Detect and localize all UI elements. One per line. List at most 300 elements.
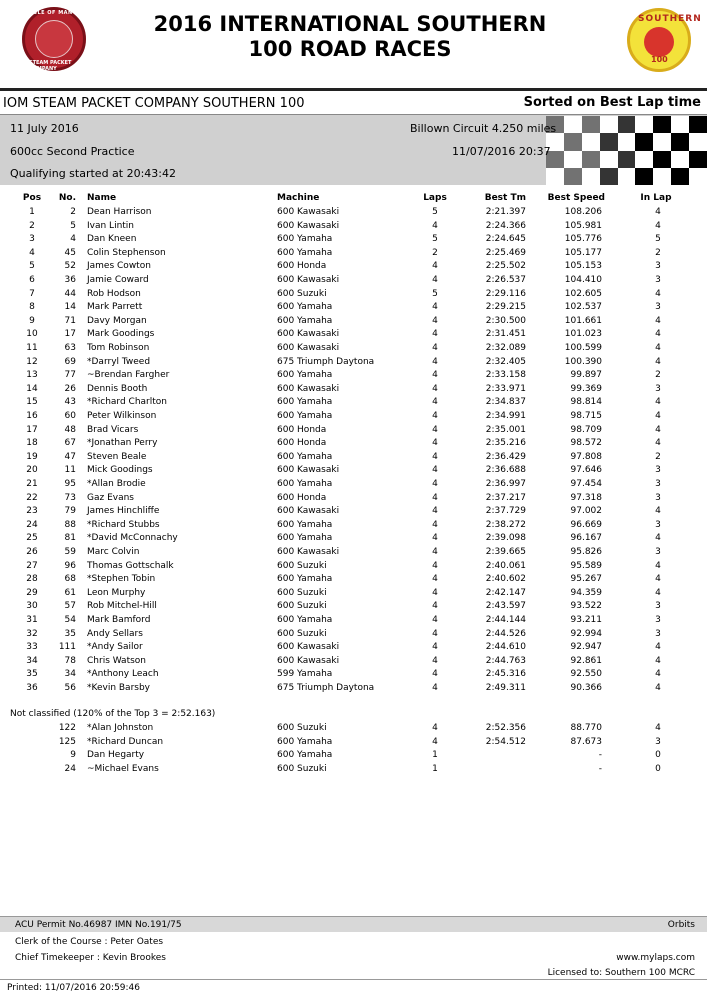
- cell-machine: 600 Yamaha: [277, 479, 333, 489]
- cell-in-lap: 2: [655, 451, 661, 462]
- cell-laps: 4: [432, 275, 438, 285]
- checker-square: [689, 151, 707, 168]
- cell-machine: 600 Kawasaki: [277, 343, 340, 353]
- col-laps: Laps: [423, 193, 447, 203]
- cell-laps: 4: [432, 261, 438, 272]
- cell-machine: 600 Honda: [277, 438, 327, 449]
- cell-pos: 28: [26, 574, 38, 585]
- cell-in-lap: 4: [655, 438, 661, 449]
- checker-square: [618, 116, 636, 133]
- cell-name: Mark Parrett: [87, 302, 143, 313]
- cell-laps: 4: [432, 669, 438, 680]
- cell-pos: 4: [29, 247, 35, 258]
- cell-no: 54: [64, 615, 76, 625]
- cell-name: Dan Hegarty: [87, 750, 145, 761]
- cell-best-tm: 2:39.098: [485, 533, 526, 544]
- clerk-of-course: Clerk of the Course : Peter Oates: [15, 937, 164, 947]
- cell-in-lap: 2: [655, 370, 661, 381]
- cell-machine: 600 Kawasaki: [277, 220, 340, 231]
- cell-machine: 600 Yamaha: [277, 533, 333, 544]
- table-row: [0, 451, 707, 465]
- cell-in-lap: 3: [655, 465, 661, 476]
- table-row: [0, 641, 707, 655]
- cell-best-tm: 2:39.665: [485, 547, 526, 557]
- cell-best-tm: 2:24.366: [485, 220, 526, 231]
- cell-laps: 4: [432, 411, 438, 421]
- cell-pos: 22: [26, 492, 38, 503]
- cell-laps: 4: [432, 465, 438, 476]
- cell-best-speed: 100.599: [564, 343, 602, 353]
- cell-name: ~Brendan Fargher: [87, 370, 170, 381]
- cell-name: Thomas Gottschalk: [87, 560, 174, 571]
- cell-in-lap: 4: [655, 560, 661, 571]
- cell-in-lap: 4: [655, 574, 661, 585]
- cell-pos: 35: [26, 669, 38, 680]
- cell-machine: 600 Kawasaki: [277, 275, 340, 285]
- cell-no: 71: [64, 315, 76, 326]
- cell-machine: 675 Triumph Daytona: [277, 683, 375, 693]
- cell-laps: 4: [432, 723, 438, 733]
- cell-name: Dennis Booth: [87, 383, 148, 394]
- cell-laps: 4: [432, 642, 438, 653]
- cell-best-speed: 99.897: [570, 370, 602, 381]
- cell-no: 60: [64, 411, 76, 421]
- cell-name: Peter Wilkinson: [87, 411, 157, 421]
- cell-machine: 600 Kawasaki: [277, 465, 340, 476]
- cell-name: ~Michael Evans: [87, 763, 159, 774]
- cell-pos: 36: [26, 683, 38, 693]
- cell-machine: 600 Yamaha: [277, 519, 333, 530]
- cell-best-speed: 88.770: [570, 723, 602, 733]
- cell-in-lap: 3: [655, 628, 661, 639]
- cell-no: 24: [64, 763, 76, 774]
- cell-best-speed: 100.390: [564, 356, 602, 367]
- cell-laps: 4: [432, 683, 438, 693]
- cell-in-lap: 4: [655, 207, 661, 217]
- cell-name: James Cowton: [87, 261, 151, 272]
- cell-no: 4: [70, 234, 76, 245]
- table-row: [0, 519, 707, 533]
- cell-laps: 4: [432, 615, 438, 625]
- event-name: IOM STEAM PACKET COMPANY SOUTHERN 100: [3, 96, 305, 111]
- table-row: [0, 424, 707, 438]
- cell-best-tm: 2:30.500: [485, 315, 526, 326]
- cell-best-speed: 104.410: [564, 275, 602, 285]
- cell-laps: 4: [432, 506, 438, 517]
- cell-no: 43: [64, 397, 76, 408]
- cell-name: Andy Sellars: [87, 628, 143, 639]
- cell-in-lap: 4: [655, 356, 661, 367]
- table-row: [0, 247, 707, 261]
- cell-no: 96: [64, 560, 76, 571]
- cell-name: *Jonathan Perry: [87, 438, 158, 449]
- cell-best-speed: 101.661: [564, 315, 602, 326]
- southern-100-logo: [627, 8, 702, 72]
- cell-name: *Stephen Tobin: [87, 574, 156, 585]
- cell-best-tm: 2:44.610: [485, 642, 526, 653]
- cell-in-lap: 4: [655, 669, 661, 680]
- cell-pos: 21: [26, 479, 38, 489]
- cell-in-lap: 3: [655, 547, 661, 557]
- cell-best-speed: 98.715: [570, 411, 602, 421]
- checker-square: [600, 116, 618, 133]
- cell-machine: 600 Yamaha: [277, 234, 333, 245]
- cell-no: 14: [64, 302, 76, 313]
- cell-machine: 600 Yamaha: [277, 411, 333, 421]
- cell-best-speed: 96.167: [570, 533, 602, 544]
- cell-machine: 600 Kawasaki: [277, 207, 340, 217]
- cell-best-speed: 97.002: [570, 506, 602, 517]
- cell-best-speed: 92.550: [570, 669, 602, 680]
- checker-square: [635, 116, 653, 133]
- cell-name: Mark Bamford: [87, 615, 151, 625]
- table-row: [0, 492, 707, 506]
- cell-no: 111: [58, 642, 76, 653]
- cell-in-lap: 0: [655, 763, 661, 774]
- table-row: [0, 206, 707, 220]
- cell-best-speed: 92.994: [570, 628, 602, 639]
- cell-best-tm: 2:25.502: [485, 261, 526, 272]
- not-classified-label: Not classified (120% of the Top 3 = 2:52.163): [10, 709, 216, 719]
- cell-best-speed: 93.522: [570, 601, 602, 612]
- cell-best-speed: -: [598, 750, 602, 761]
- cell-name: Mark Goodings: [87, 329, 155, 340]
- cell-in-lap: 3: [655, 601, 661, 612]
- table-row: [0, 437, 707, 451]
- cell-best-speed: 97.318: [570, 492, 602, 503]
- checker-square: [564, 151, 582, 168]
- cell-best-tm: 2:35.216: [485, 438, 526, 449]
- cell-machine: 600 Suzuki: [277, 763, 327, 774]
- cell-machine: 600 Suzuki: [277, 723, 327, 733]
- sort-label: Sorted on Best Lap time: [523, 95, 701, 110]
- cell-best-speed: 105.981: [564, 220, 602, 231]
- cell-best-tm: 2:40.602: [485, 574, 526, 585]
- cell-pos: 30: [26, 601, 38, 612]
- cell-best-tm: 2:44.763: [485, 655, 526, 666]
- checker-square: [618, 168, 636, 185]
- cell-machine: 600 Yamaha: [277, 397, 333, 408]
- checker-square: [689, 168, 707, 185]
- cell-machine: 600 Yamaha: [277, 302, 333, 313]
- cell-machine: 675 Triumph Daytona: [277, 356, 375, 367]
- title-line-1: 2016 INTERNATIONAL SOUTHERN: [153, 12, 547, 36]
- cell-machine: 599 Yamaha: [277, 669, 333, 680]
- table-row: [0, 315, 707, 329]
- cell-best-tm: 2:36.688: [485, 465, 526, 476]
- cell-in-lap: 4: [655, 533, 661, 544]
- cell-pos: 27: [26, 560, 38, 571]
- cell-best-tm: 2:42.147: [485, 587, 526, 598]
- cell-best-tm: 2:36.429: [485, 451, 526, 462]
- cell-in-lap: 3: [655, 479, 661, 489]
- cell-best-tm: 2:24.645: [485, 234, 526, 245]
- cell-laps: 4: [432, 220, 438, 231]
- cell-no: 47: [64, 451, 76, 462]
- table-row: [0, 301, 707, 315]
- cell-pos: 15: [26, 397, 38, 408]
- checker-square: [618, 151, 636, 168]
- cell-pos: 32: [26, 628, 38, 639]
- cell-name: *David McConnachy: [87, 533, 178, 544]
- cell-pos: 8: [29, 302, 35, 313]
- checker-square: [582, 116, 600, 133]
- table-row: [0, 736, 707, 750]
- checker-square: [582, 133, 600, 150]
- cell-machine: 600 Honda: [277, 261, 327, 272]
- cell-no: 125: [58, 736, 76, 747]
- cell-in-lap: 4: [655, 288, 661, 299]
- table-row: [0, 600, 707, 614]
- cell-best-speed: 97.454: [570, 479, 602, 489]
- cell-no: 9: [70, 750, 76, 761]
- checker-square: [653, 116, 671, 133]
- cell-laps: 4: [432, 533, 438, 544]
- cell-pos: 6: [29, 275, 35, 285]
- cell-in-lap: 4: [655, 411, 661, 421]
- cell-best-speed: 97.808: [570, 451, 602, 462]
- col-in-lap: In Lap: [640, 193, 672, 203]
- checker-square: [635, 168, 653, 185]
- cell-best-tm: 2:45.316: [485, 669, 526, 680]
- cell-best-speed: 105.153: [564, 261, 602, 272]
- cell-laps: 4: [432, 736, 438, 747]
- cell-best-speed: 95.267: [570, 574, 602, 585]
- checker-square: [600, 168, 618, 185]
- cell-name: Steven Beale: [87, 451, 147, 462]
- table-row: [0, 763, 707, 777]
- cell-laps: 4: [432, 451, 438, 462]
- table-row: [0, 464, 707, 478]
- cell-best-tm: 2:33.971: [485, 383, 526, 394]
- cell-best-speed: 101.023: [564, 329, 602, 340]
- checker-square: [564, 116, 582, 133]
- cell-pos: 11: [26, 343, 38, 353]
- logo-right-text-top: SOUTHERN: [638, 14, 702, 24]
- page-title: [100, 12, 600, 62]
- cell-pos: 25: [26, 533, 38, 544]
- cell-best-tm: 2:40.061: [485, 560, 526, 571]
- cell-machine: 600 Yamaha: [277, 451, 333, 462]
- cell-no: 2: [70, 207, 76, 217]
- cell-best-tm: 2:21.397: [485, 207, 526, 217]
- cell-in-lap: 4: [655, 397, 661, 408]
- cell-best-speed: 87.673: [570, 736, 602, 747]
- cell-no: 79: [64, 506, 76, 517]
- cell-no: 57: [64, 601, 76, 612]
- logo-left-text-top: ISLE OF MAN: [31, 10, 73, 16]
- cell-best-speed: 95.826: [570, 547, 602, 557]
- cell-no: 59: [64, 547, 76, 557]
- checker-square: [689, 116, 707, 133]
- cell-name: *Richard Charlton: [87, 397, 167, 408]
- cell-best-tm: 2:26.537: [485, 275, 526, 285]
- cell-pos: 29: [26, 587, 38, 598]
- checker-square: [671, 151, 689, 168]
- cell-best-tm: 2:29.116: [485, 288, 526, 299]
- cell-laps: 5: [432, 288, 438, 299]
- cell-laps: 4: [432, 383, 438, 394]
- table-row: [0, 396, 707, 410]
- cell-laps: 4: [432, 655, 438, 666]
- cell-laps: 1: [432, 763, 438, 774]
- cell-name: *Kevin Barsby: [87, 683, 150, 693]
- cell-in-lap: 4: [655, 424, 661, 435]
- checker-square: [600, 133, 618, 150]
- checker-square: [671, 116, 689, 133]
- cell-machine: 600 Honda: [277, 492, 327, 503]
- cell-best-tm: 2:33.158: [485, 370, 526, 381]
- cell-machine: 600 Suzuki: [277, 560, 327, 571]
- cell-machine: 600 Kawasaki: [277, 547, 340, 557]
- cell-no: 34: [64, 669, 76, 680]
- cell-best-tm: 2:29.215: [485, 302, 526, 313]
- checker-square: [671, 133, 689, 150]
- session-name: 600cc Second Practice: [10, 145, 135, 158]
- cell-name: *Darryl Tweed: [87, 356, 151, 367]
- checker-square: [618, 133, 636, 150]
- checker-square: [564, 168, 582, 185]
- cell-no: 61: [64, 587, 76, 598]
- cell-in-lap: 4: [655, 723, 661, 733]
- table-row: [0, 532, 707, 546]
- cell-laps: 5: [432, 207, 438, 217]
- cell-name: *Andy Sailor: [87, 642, 143, 653]
- cell-laps: 4: [432, 329, 438, 340]
- cell-best-tm: 2:32.089: [485, 343, 526, 353]
- cell-machine: 600 Kawasaki: [277, 642, 340, 653]
- cell-pos: 5: [29, 261, 35, 272]
- table-row: [0, 682, 707, 696]
- cell-no: 45: [64, 247, 76, 258]
- cell-pos: 33: [26, 642, 38, 653]
- cell-no: 88: [64, 519, 76, 530]
- cell-best-tm: 2:34.837: [485, 397, 526, 408]
- cell-name: Gaz Evans: [87, 492, 134, 503]
- cell-best-speed: 95.589: [570, 560, 602, 571]
- cell-no: 35: [64, 628, 76, 639]
- circuit-info: Billown Circuit 4.250 miles: [410, 122, 557, 135]
- cell-name: Rob Mitchel-Hill: [87, 601, 157, 612]
- cell-best-tm: 2:35.001: [485, 424, 526, 435]
- logo-right-text-bottom: 100: [651, 55, 668, 64]
- cell-best-tm: 2:36.997: [485, 479, 526, 489]
- checkered-flag-icon: [546, 116, 707, 185]
- cell-name: Tom Robinson: [87, 343, 150, 353]
- checker-square: [689, 133, 707, 150]
- cell-no: 95: [64, 479, 76, 489]
- cell-best-speed: 108.206: [564, 207, 602, 217]
- cell-name: *Richard Stubbs: [87, 519, 160, 530]
- cell-best-speed: 98.572: [570, 438, 602, 449]
- cell-in-lap: 4: [655, 506, 661, 517]
- orbits-label: Orbits: [667, 920, 695, 930]
- checker-square: [635, 151, 653, 168]
- cell-no: 48: [64, 424, 76, 435]
- cell-best-tm: 2:49.311: [485, 683, 526, 693]
- table-row: [0, 749, 707, 763]
- event-band: [0, 91, 707, 115]
- cell-no: 73: [64, 492, 76, 503]
- cell-in-lap: 4: [655, 329, 661, 340]
- cell-best-tm: 2:31.451: [485, 329, 526, 340]
- table-row: [0, 655, 707, 669]
- col-pos: Pos: [22, 193, 42, 203]
- cell-best-tm: 2:37.217: [485, 492, 526, 503]
- cell-in-lap: 4: [655, 220, 661, 231]
- cell-pos: 3: [29, 234, 35, 245]
- cell-pos: 23: [26, 506, 38, 517]
- cell-in-lap: 3: [655, 261, 661, 272]
- cell-pos: 1: [29, 207, 35, 217]
- cell-pos: 20: [26, 465, 38, 476]
- checker-square: [653, 133, 671, 150]
- cell-in-lap: 3: [655, 302, 661, 313]
- table-row: [0, 342, 707, 356]
- cell-best-tm: 2:44.526: [485, 628, 526, 639]
- cell-machine: 600 Kawasaki: [277, 506, 340, 517]
- cell-machine: 600 Suzuki: [277, 601, 327, 612]
- cell-no: 68: [64, 574, 76, 585]
- cell-pos: 14: [26, 383, 38, 394]
- table-row: [0, 383, 707, 397]
- cell-no: 122: [58, 723, 76, 733]
- cell-machine: 600 Yamaha: [277, 315, 333, 326]
- cell-in-lap: 4: [655, 343, 661, 353]
- cell-name: Jamie Coward: [87, 275, 149, 285]
- table-row: [0, 356, 707, 370]
- cell-name: Colin Stephenson: [87, 247, 166, 258]
- cell-best-tm: 2:44.144: [485, 615, 526, 625]
- cell-in-lap: 4: [655, 655, 661, 666]
- cell-best-speed: 98.814: [570, 397, 602, 408]
- cell-name: Marc Colvin: [87, 547, 140, 557]
- col-no: No.: [58, 193, 76, 203]
- table-row: [0, 614, 707, 628]
- cell-laps: 4: [432, 601, 438, 612]
- cell-machine: 600 Yamaha: [277, 736, 333, 747]
- table-row: [0, 274, 707, 288]
- cell-no: 63: [64, 343, 76, 353]
- cell-laps: 4: [432, 628, 438, 639]
- cell-best-speed: 97.646: [570, 465, 602, 476]
- mylaps-link[interactable]: www.mylaps.com: [616, 953, 695, 963]
- cell-name: Dean Harrison: [87, 207, 152, 217]
- cell-pos: 2: [29, 220, 35, 231]
- cell-machine: 600 Yamaha: [277, 247, 333, 258]
- cell-laps: 4: [432, 492, 438, 503]
- permit-info: ACU Permit No.46987 IMN No.191/75: [15, 920, 182, 930]
- table-row: [0, 587, 707, 601]
- cell-best-speed: 92.947: [570, 642, 602, 653]
- checker-square: [671, 168, 689, 185]
- cell-pos: 9: [29, 315, 35, 326]
- cell-pos: 16: [26, 411, 38, 421]
- cell-laps: 5: [432, 234, 438, 245]
- cell-laps: 4: [432, 574, 438, 585]
- cell-best-speed: 94.359: [570, 587, 602, 598]
- cell-machine: 600 Suzuki: [277, 628, 327, 639]
- cell-best-speed: 96.669: [570, 519, 602, 530]
- cell-machine: 600 Yamaha: [277, 574, 333, 585]
- cell-no: 17: [64, 329, 76, 340]
- cell-no: 11: [64, 465, 76, 476]
- table-row: [0, 478, 707, 492]
- cell-pos: 17: [26, 424, 38, 435]
- col-name: Name: [87, 193, 117, 203]
- cell-no: 26: [64, 383, 76, 394]
- cell-machine: 600 Yamaha: [277, 615, 333, 625]
